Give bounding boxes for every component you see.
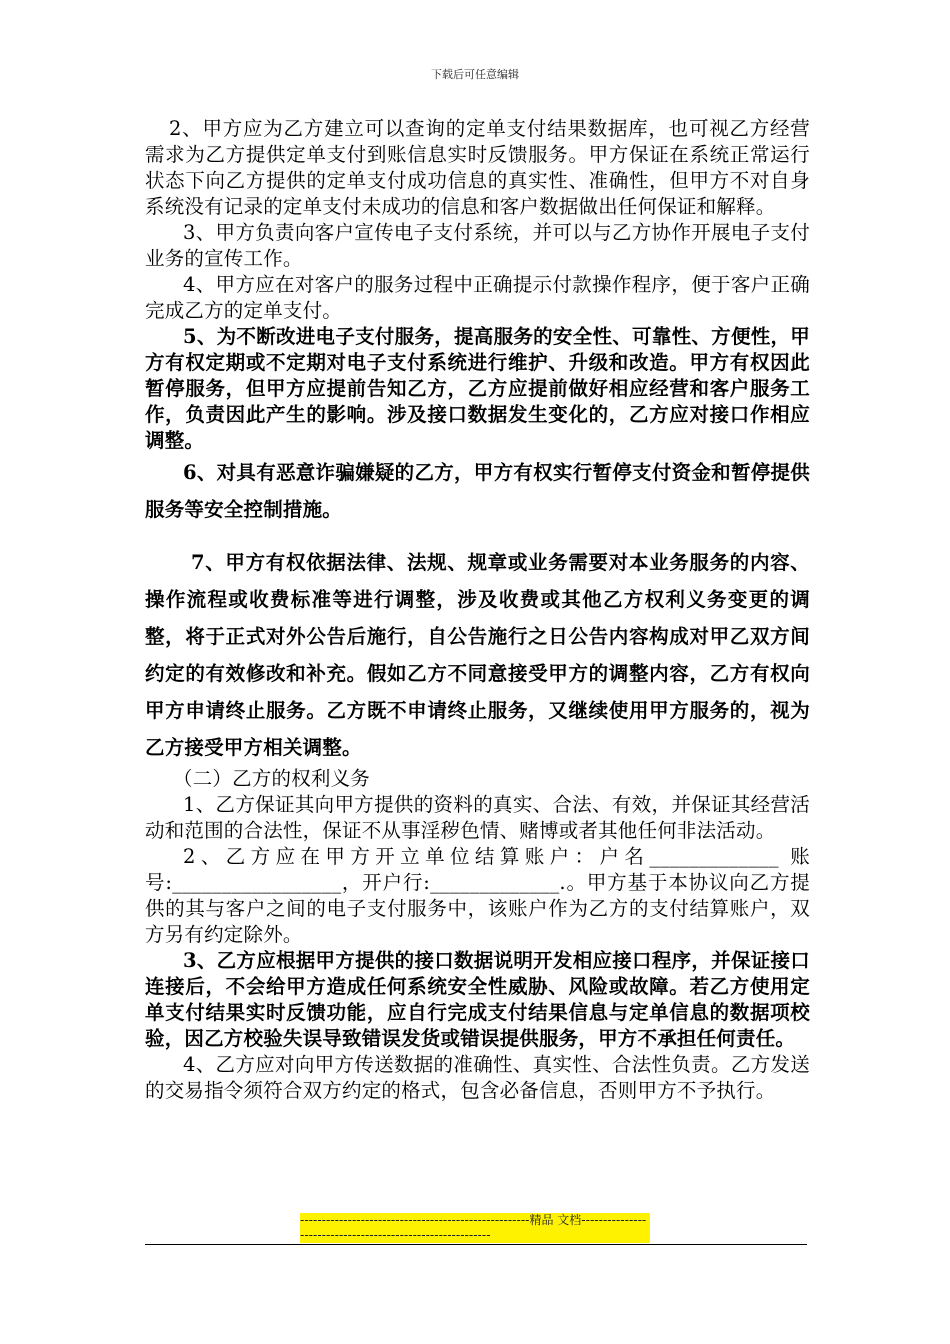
clause-a-6: 6、对具有恶意诈骗嫌疑的乙方，甲方有权实行暂停支付资金和暂停提供服务等安全控制措施。: [145, 461, 810, 521]
clause-b-1: 1、乙方保证其向甲方提供的资料的真实、合法、有效，并保证其经营活动和范围的合法性，保证不从事淫秽色情、赌博或者其他任何非法活动。: [145, 793, 810, 842]
clause-a-5: 5、为不断改进电子支付服务，提高服务的安全性、可靠性、方便性，甲方有权定期或不定期对电子支付系统进行维护、升级和改造。甲方有权因此暂停服务，但甲方应提前告知乙方，乙方应提前做好相应经营和客户服务工作，负责因此产生的影响。涉及接口数据发生变化的，乙方应对接口作相应调整。: [145, 325, 810, 452]
clause-b-2: 2、乙方应在甲方开立单位结算账户：户名_____________ 账号:_________________，开户行:_____________.。甲方基于本协议向乙方提供的其与客户之间的电子支付服务中，该账户作为乙方的支付结算账户，双方另有约定除外。: [145, 845, 810, 946]
section-heading-party-b: （二）乙方的权利义务: [173, 767, 371, 790]
clause-a-2: 2、甲方应为乙方建立可以查询的定单支付结果数据库，也可视乙方经营需求为乙方提供定单支付到账信息实时反馈服务。甲方保证在系统正常运行状态下向乙方提供的定单支付成功信息的真实性、准确性，但甲方不对自身系统没有记录的定单支付未成功的信息和客户数据做出任何保证和解释。: [145, 117, 810, 218]
document-body: [145, 116, 810, 1104]
clause-a-4: 4、甲方应在对客户的服务过程中正确提示付款操作程序，便于客户正确完成乙方的定单支付。: [145, 273, 810, 322]
page-header: 下载后可任意编辑: [431, 68, 519, 81]
footer-watermark-note: -----------------------------------------------------精品 文档-----------------------------------------------------------: [300, 1213, 650, 1243]
clause-a-3: 3、甲方负责向客户宣传电子支付系统，并可以与乙方协作开展电子支付业务的宣传工作。: [145, 221, 810, 270]
clause-b-3: 3、乙方应根据甲方提供的接口数据说明开发相应接口程序，并保证接口连接后，不会给甲方造成任何系统安全性威胁、风险或故障。若乙方使用定单支付结果实时反馈功能，应自行完成支付结果信息与定单信息的数据项校验，因乙方校验失误导致错误发货或错误提供服务，甲方不承担任何责任。: [145, 949, 810, 1050]
clause-b-4: 4、乙方应对向甲方传送数据的准确性、真实性、合法性负责。乙方发送的交易指令须符合双方约定的格式，包含必备信息，否则甲方不予执行。: [145, 1053, 810, 1102]
paragraph-gap: [145, 528, 810, 544]
clause-a-7: 7、甲方有权依据法律、法规、规章或业务需要对本业务服务的内容、操作流程或收费标准等进行调整，涉及收费或其他乙方权利义务变更的调整，将于正式对外公告后施行，自公告施行之日公告内容构成对甲乙双方间约定的有效修改和补充。假如乙方不同意接受甲方的调整内容，乙方有权向甲方申请终止服务。乙方既不申请终止服务，又继续使用甲方服务的，视为乙方接受甲方相关调整。: [145, 551, 810, 759]
footer-divider: [145, 1244, 807, 1245]
